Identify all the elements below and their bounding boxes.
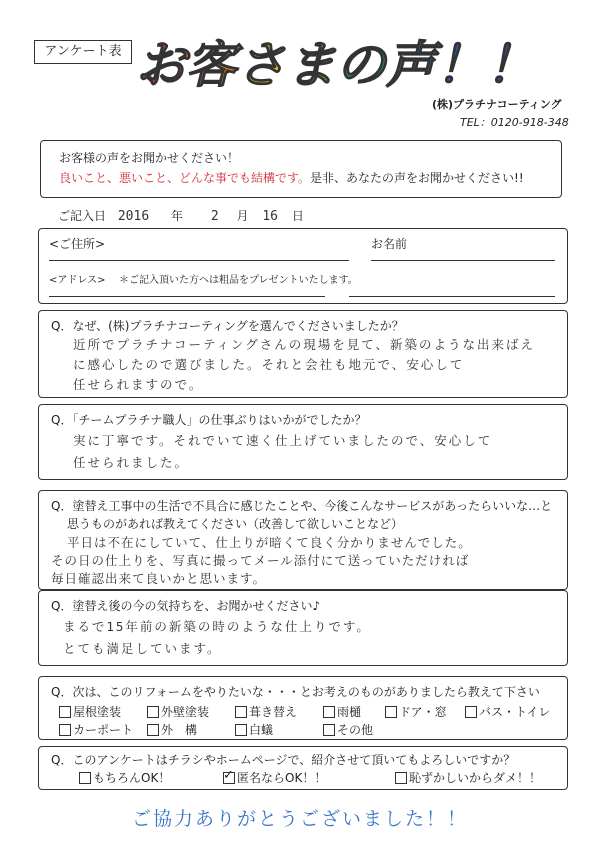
q5-option-reroof[interactable]: 葺き替え	[235, 703, 297, 720]
name-label: お名前	[371, 237, 408, 251]
q5-option-door-window[interactable]: ドア・窓	[385, 703, 447, 720]
intro-line1: お客様の声をお聞かせください！	[59, 151, 240, 165]
checkbox-icon[interactable]	[147, 724, 159, 736]
date-label: ご記入日	[58, 209, 107, 223]
q5-option-exterior[interactable]: 外 構	[147, 721, 197, 738]
name-line	[371, 259, 555, 261]
date-month-unit: 月	[236, 209, 249, 223]
q1-box	[38, 310, 568, 398]
q5-option-termite[interactable]: 白蟻	[235, 721, 273, 738]
q1-answer-line2: に感心したので選びました。それと会社も地元で、安心して	[73, 357, 465, 372]
checkbox-icon[interactable]	[59, 706, 71, 718]
checkbox-icon[interactable]	[79, 772, 91, 784]
checkbox-icon[interactable]	[323, 724, 335, 736]
q2-answer-line1: 実に丁寧です。それでいて速く仕上げていましたので、安心して	[73, 433, 493, 448]
q3-answer-line3: 毎日確認出来て良いかと思います。	[51, 571, 267, 586]
q5-option-roof-paint[interactable]: 屋根塗装	[59, 703, 121, 720]
q4-box	[38, 590, 568, 666]
survey-badge: アンケート表	[34, 40, 132, 64]
intro-line2	[59, 169, 524, 186]
checkbox-icon[interactable]	[395, 772, 407, 784]
q4-question: Q．塗替え後の今の気持ちを、お聞かせください♪	[51, 599, 321, 613]
q5-option-carport[interactable]: カーポート	[59, 721, 133, 738]
q1-answer-line3: 任せられますので。	[73, 377, 204, 392]
intro-line2-red: 良いこと、悪いこと、どんな事でも結構です。	[59, 171, 311, 185]
q5-option-other[interactable]: その他	[323, 721, 373, 738]
date-year-unit: 年	[170, 209, 183, 223]
q3-question-line2: 思うものがあれば教えてください（改善して欲しいことなど）	[67, 517, 404, 531]
q6-question: Q．このアンケートはチラシやホームページで、紹介させて頂いてもよろしいですか？	[51, 753, 516, 767]
q1-question: Q．なぜ、(株)プラチナコーティングを選んでくださいましたか？	[51, 319, 404, 333]
gift-note: ＊ご記入頂いた方へは粗品をプレゼントいたします。	[119, 275, 358, 286]
checkbox-icon[interactable]	[465, 706, 477, 718]
thank-you-message: ご協力ありがとうございました！！	[131, 808, 468, 830]
q5-option-wall-paint[interactable]: 外壁塗装	[147, 703, 209, 720]
q6-option-no[interactable]: 恥ずかしいからダメ！！	[395, 769, 541, 786]
intro-line2-rest: 是非、あなたの声をお聞かせください!!	[310, 171, 524, 185]
phone-number: TEL：0120-918-348	[460, 116, 569, 129]
q5-box	[38, 676, 568, 740]
q5-option-gutter[interactable]: 雨樋	[323, 703, 361, 720]
q6-option-ok[interactable]: もちろんOK！	[79, 769, 170, 786]
q5-question: Q．次は、このリフォームをやりたいな・・・とお考えのものがありましたら教えて下さい	[51, 685, 540, 699]
q4-answer-line1: まるで15年前の新築の時のような仕上りです。	[63, 619, 371, 634]
checkbox-icon[interactable]	[59, 724, 71, 736]
address-line	[49, 259, 349, 261]
checkbox-icon[interactable]	[385, 706, 397, 718]
email-line	[49, 295, 325, 297]
q2-question: Q．「チームプラチナ職人」の仕事ぶりはいかがでしたか？	[51, 413, 367, 427]
date-day: 16	[262, 209, 278, 224]
date-row	[58, 207, 304, 224]
q5-option-bath-toilet[interactable]: バス・トイレ	[465, 703, 550, 720]
date-month: 2	[210, 209, 219, 224]
q1-answer-line1: 近所でプラチナコーティングさんの現場を見て、新築のような出来ばえ	[73, 337, 536, 352]
email-line-2	[349, 295, 555, 297]
checkbox-icon[interactable]	[235, 724, 247, 736]
q3-answer-line2: その日の仕上りを、写真に撮ってメール添付にて送っていただければ	[51, 553, 470, 568]
q6-option-anonymous[interactable]: ✓ 匿名ならOK！！	[223, 769, 326, 786]
q3-answer-line1: 平日は不在にしていて、仕上りが暗くて良く分かりませんでした。	[67, 535, 472, 550]
date-year: 2016	[117, 209, 150, 224]
checkbox-icon[interactable]	[323, 706, 335, 718]
email-label: <アドレス>	[49, 275, 106, 286]
checkbox-icon[interactable]	[147, 706, 159, 718]
q2-answer-line2: 任せられました。	[73, 455, 190, 470]
q3-box	[38, 490, 568, 590]
checkbox-icon[interactable]	[235, 706, 247, 718]
date-day-unit: 日	[291, 209, 304, 223]
main-title-text: お客さまの声！！	[136, 36, 536, 94]
q2-box	[38, 404, 568, 480]
company-name: (株)プラチナコーティング	[432, 98, 562, 111]
checked-checkbox-icon[interactable]	[223, 772, 235, 784]
main-title	[128, 28, 548, 98]
address-label: <ご住所>	[49, 237, 106, 251]
q3-question-line1: Q．塗替え工事中の生活で不具合に感じたことや、今後こんなサービスがあったらいいな…と	[51, 499, 553, 513]
intro-banner	[40, 140, 562, 198]
q4-answer-line2: とても満足しています。	[63, 641, 222, 656]
q6-box	[38, 746, 568, 790]
address-box	[38, 228, 568, 304]
